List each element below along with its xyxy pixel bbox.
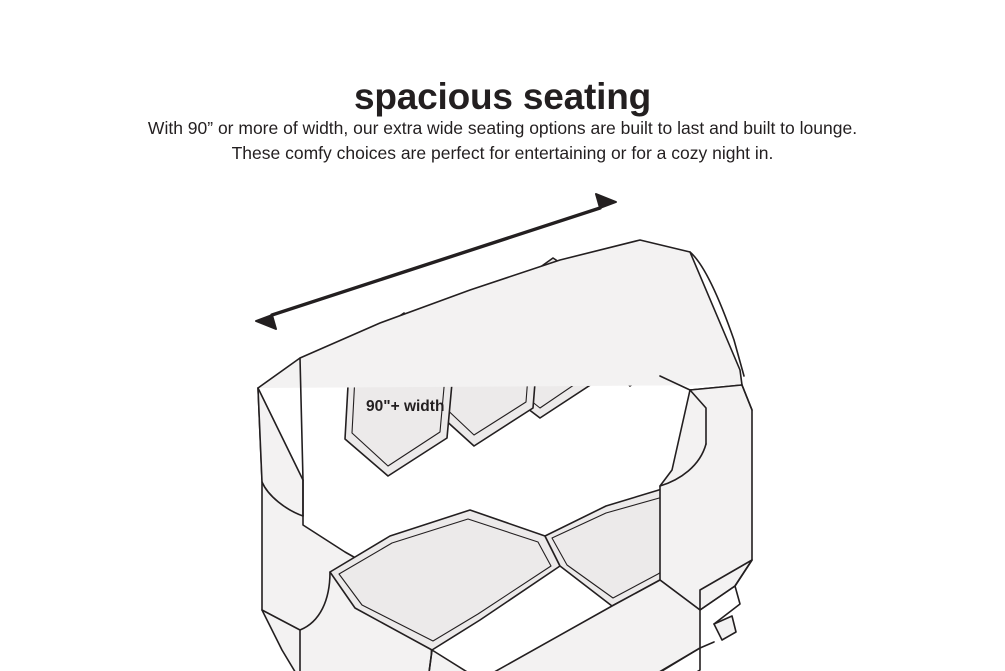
sofa-illustration — [0, 180, 1005, 671]
description-line-1: With 90” or more of width, our extra wide seating options are built to last and built to lounge. — [147, 118, 858, 138]
promo-description — [0, 116, 1005, 167]
description-line-2: These comfy choices are perfect for entertaining or for a cozy night in. — [231, 143, 774, 164]
width-dimension-label: 90"+ width — [366, 398, 445, 415]
page-title: spacious seating — [353, 75, 651, 117]
sofa-diagram — [0, 180, 1005, 671]
